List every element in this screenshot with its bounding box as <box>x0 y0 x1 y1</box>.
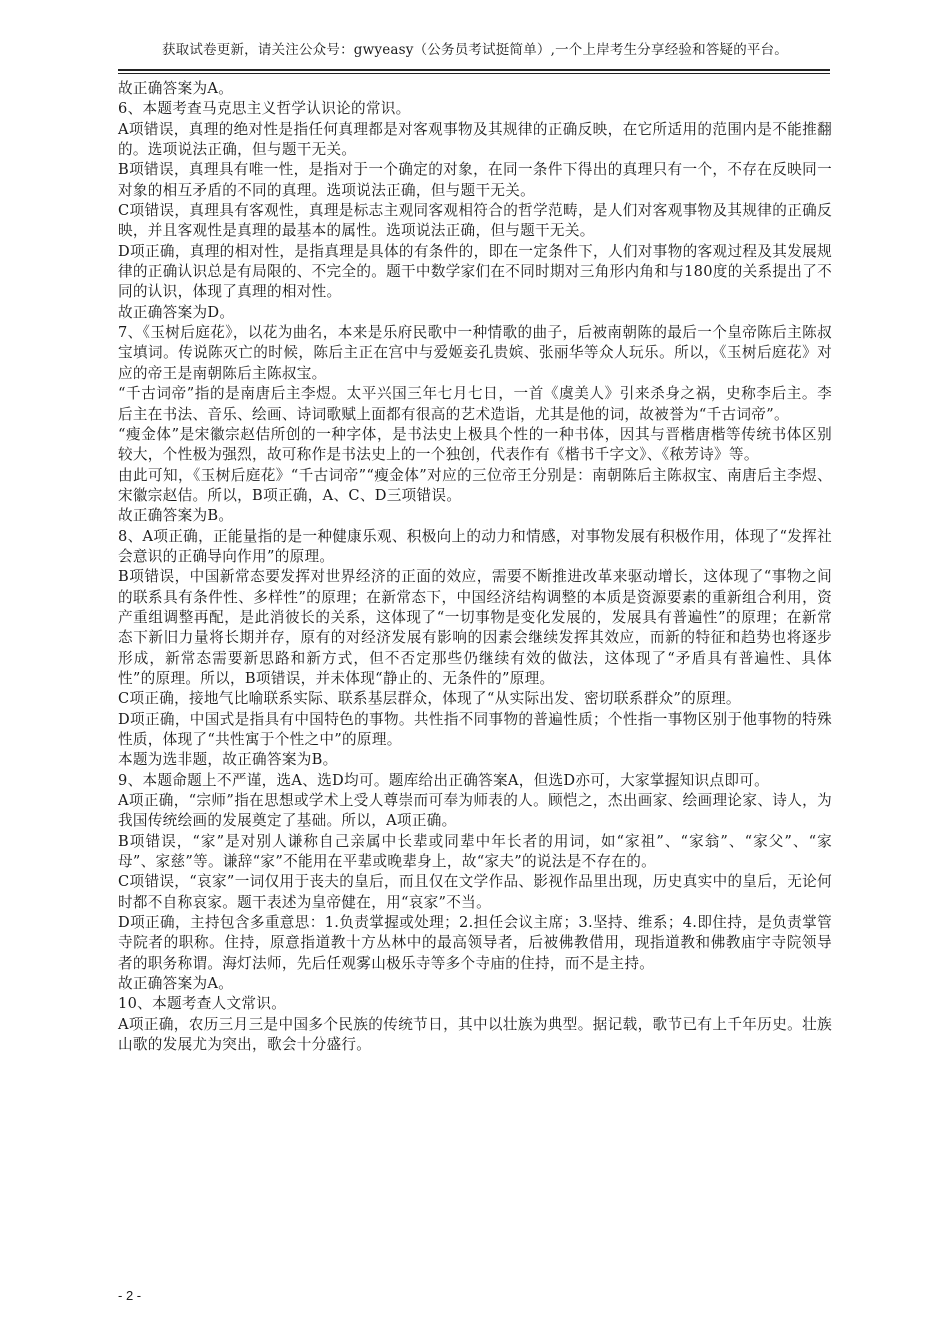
paragraph: 7、《玉树后庭花》，以花为曲名，本来是乐府民歌中一种情歌的曲子，后被南朝陈的最后一个皇帝陈后主陈叔宝填词。传说陈灭亡的时候，陈后主正在宫中与爱姬妾孔贵嫔、张丽华等众人玩乐。所以，《玉树后庭花》对应的帝王是南朝陈后主陈叔宝。 <box>118 324 832 382</box>
header-rule-thin <box>118 73 830 74</box>
paragraph: D项正确，真理的相对性，是指真理是具体的有条件的，即在一定条件下，人们对事物的客观过程及其发展规律的正确认识总是有局限的、不完全的。题干中数学家们在不同时期对三角形内角和与180度的关系提出了不同的认识，体现了真理的相对性。 <box>118 242 832 301</box>
paragraph: 故正确答案为B。 <box>118 507 234 525</box>
paragraph: C项正确，接地气比喻联系实际、联系基层群众，体现了“从实际出发、密切联系群众”的原理。 <box>118 690 741 708</box>
paragraph: C项错误，真理具有客观性，真理是标志主观同客观相符合的哲学范畴，是人们对客观事物及其规律的正确反映，并且客观性是真理的最基本的属性。选项说法正确，但与题干无关。 <box>118 202 832 240</box>
paragraph: B项错误，中国新常态要发挥对世界经济的正面的效应，需要不断推进改革来驱动增长，这体现了“事物之间的联系具有条件性、多样性”的原理；在新常态下，中国经济结构调整的本质是资源要素的重新组合利用，资产重组调整再配，是此消彼长的关系，这体现了“一切事物是变化发展的，发展具有普遍性”的原理；在新常态下新旧力量将长期并存，原有的对经济发展有影响的因素会继续发挥其效应，而新的特征和趋势也将逐步形成，新常态需要新思路和新方式，但不否定那些仍继续有效的做法，这体现了“矛盾具有普遍性、具体性”的原理。所以，B项错误，并未体现“静止的、无条件的”原理。 <box>118 568 832 687</box>
page-number: - 2 - <box>118 1288 142 1303</box>
paragraph: “千古词帝”指的是南唐后主李煜。太平兴国三年七月七日，一首《虞美人》引来杀身之祸，史称李后主。李后主在书法、音乐、绘画、诗词歌赋上面都有很高的艺术造诣，尤其是他的词，故被誉为“千古词帝”。 <box>118 385 832 423</box>
paragraph: 本题为选非题，故正确答案为B。 <box>118 751 338 769</box>
paragraph: 10、本题考查人文常识。 <box>118 995 287 1013</box>
page-header: 获取试卷更新，请关注公众号：gwyeasy（公务员考试挺简单）,一个上岸考生分享经验和答疑的平台。 <box>161 42 788 58</box>
paragraph: 6、本题考查马克思主义哲学认识论的常识。 <box>118 100 411 118</box>
paragraph: A项正确，“宗师”指在思想或学术上受人尊崇而可奉为师表的人。顾恺之，杰出画家、绘画理论家、诗人，为我国传统绘画的发展奠定了基础。所以，A项正确。 <box>118 792 832 830</box>
paragraph: D项正确，主持包含多重意思：1.负责掌握或处理；2.担任会议主席；3.坚持、维系；4.即住持，是负责掌管寺院者的职称。住持，原意指道教十方丛林中的最高领导者，后被佛教借用，现指道教和佛教庙宇寺院领导者的职务称谓。海灯法师，先后任观雾山极乐寺等多个寺庙的住持，而不是主持。 <box>118 914 832 972</box>
paragraph: 9、本题命题上不严谨，选A、选D均可。题库给出正确答案A，但选D亦可，大家掌握知识点即可。 <box>118 771 770 789</box>
header-rule-thick <box>118 69 830 71</box>
paragraph: D项正确，中国式是指具有中国特色的事物。共性指不同事物的普遍性质；个性指一事物区别于他事物的特殊性质，体现了“共性寓于个性之中”的原理。 <box>118 710 832 748</box>
paragraph: 由此可知，《玉树后庭花》“千古词帝”“瘦金体”对应的三位帝王分别是：南朝陈后主陈叔宝、南唐后主李煜、宋徽宗赵佶。所以，B项正确，A、C、D三项错误。 <box>118 466 832 504</box>
paragraph: B项错误，“家”是对别人谦称自己亲属中长辈或同辈中年长者的用词，如“家祖”、“家翁”、“家父”、“家母”、家慈”等。谦辞“家”不能用在平辈或晚辈身上，故“家夫”的说法是不存在的。 <box>118 832 832 871</box>
paragraph: 8、A项正确，正能量指的是一种健康乐观、积极向上的动力和情感，对事物发展有积极作用，体现了“发挥社会意识的正确导向作用”的原理。 <box>118 527 832 565</box>
paragraph: C项错误，“哀家”一词仅用于丧夫的皇后，而且仅在文学作品、影视作品里出现，历史真实中的皇后，无论何时都不自称哀家。题干表述为皇帝健在，用“哀家”不当。 <box>118 873 832 911</box>
document-body <box>118 79 832 1056</box>
paragraph: “瘦金体”是宋徽宗赵佶所创的一种字体，是书法史上极具个性的一种书体，因其与晋楷唐楷等传统书体区别较大，个性极为强烈，故可称作是书法史上的一个独创，代表作有《楷书千字文》、《秾芳诗》等。 <box>118 425 832 464</box>
paragraph: A项正确，农历三月三是中国多个民族的传统节日，其中以壮族为典型。据记载，歌节已有上千年历史。壮族山歌的发展尤为突出，歌会十分盛行。 <box>118 1015 832 1054</box>
paragraph: A项错误，真理的绝对性是指任何真理都是对客观事物及其规律的正确反映，在它所适用的范围内是不能推翻的。选项说法正确，但与题干无关。 <box>118 120 832 159</box>
paragraph: 故正确答案为A。 <box>118 975 234 993</box>
paragraph: B项错误，真理具有唯一性，是指对于一个确定的对象，在同一条件下得出的真理只有一个，不存在反映同一对象的相互矛盾的不同的真理。选项说法正确，但与题干无关。 <box>118 161 832 199</box>
paragraph: 故正确答案为D。 <box>118 303 235 321</box>
paragraph: 故正确答案为A。 <box>118 80 234 97</box>
